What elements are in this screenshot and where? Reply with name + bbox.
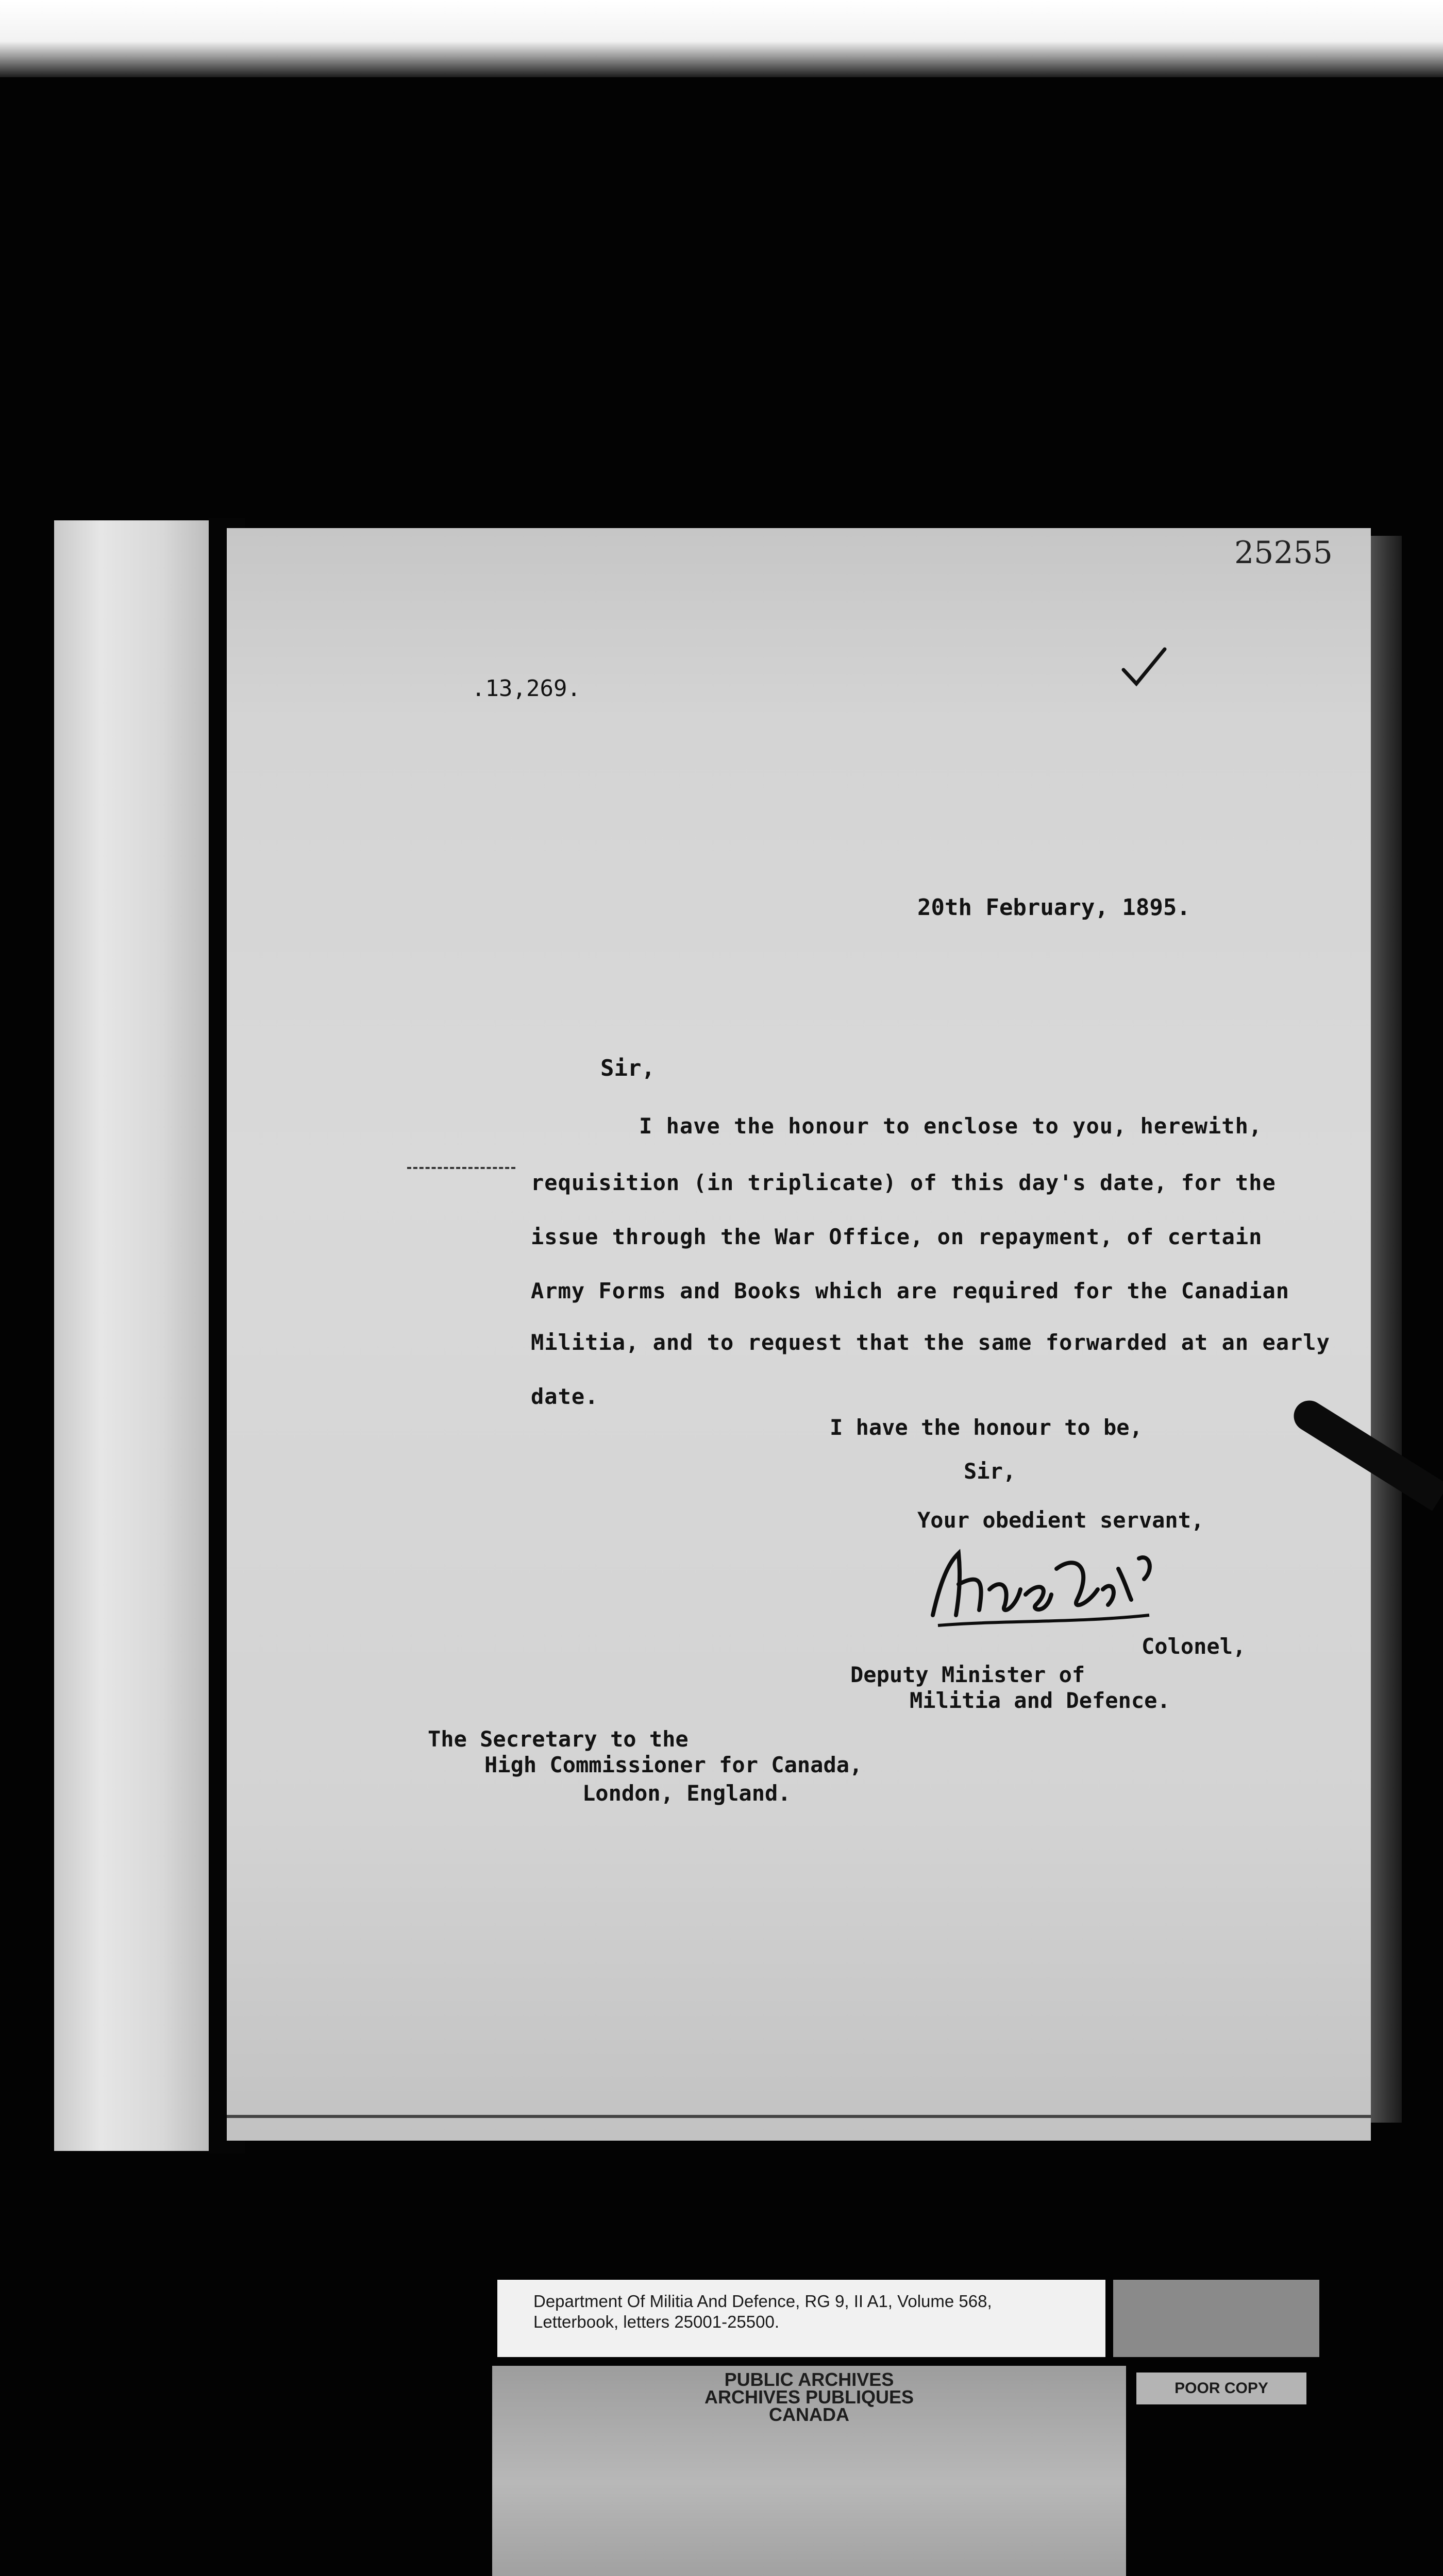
archive-stamp — [492, 2366, 1126, 2576]
closing-line-2: Sir, — [964, 1459, 1016, 1484]
addressee-line-2: High Commissioner for Canada, — [484, 1752, 863, 1777]
caption-side-block — [1113, 2280, 1319, 2357]
stamp-line-3: CANADA — [769, 2404, 849, 2425]
closing-line-1: I have the honour to be, — [830, 1415, 1143, 1440]
stamp-line-1: PUBLIC ARCHIVES — [724, 2369, 894, 2390]
addressee-line-3: London, England. — [582, 1781, 791, 1806]
body-line-1: I have the honour to enclose to you, herewith, — [639, 1113, 1263, 1139]
salutation: Sir, — [600, 1055, 655, 1081]
film-top-strip — [0, 0, 1443, 77]
body-line-3: issue through the War Office, on repayment, of certain — [531, 1224, 1263, 1249]
stamp-line-2: ARCHIVES PUBLIQUES — [704, 2386, 914, 2408]
archive-caption — [497, 2280, 1105, 2357]
signature-mark — [922, 1538, 1165, 1636]
page-bottom-line — [227, 2115, 1371, 2118]
margin-dash-mark — [407, 1167, 515, 1169]
checkmark-icon — [1121, 647, 1167, 688]
body-line-4: Army Forms and Books which are required for the Canadian — [531, 1278, 1290, 1303]
closing-title-2: Militia and Defence. — [910, 1688, 1170, 1713]
body-line-2: requisition (in triplicate) of this day's date, for the — [531, 1170, 1276, 1195]
addressee-line-1: The Secretary to the — [428, 1726, 689, 1752]
caption-line-1: Department Of Militia And Defence, RG 9, II A1, Volume 568, — [533, 2292, 992, 2311]
body-line-5: Militia, and to request that the same forwarded at an early — [531, 1330, 1330, 1355]
quality-label: POOR COPY — [1136, 2372, 1306, 2404]
left-adjacent-page — [54, 520, 209, 2151]
closing-line-3: Your obedient servant, — [917, 1507, 1204, 1533]
letter-page — [227, 528, 1371, 2141]
body-line-6: date. — [531, 1384, 599, 1409]
closing-rank: Colonel, — [1142, 1634, 1246, 1659]
reference-number: .13,269. — [472, 675, 581, 702]
page-number: 25255 — [1234, 535, 1333, 571]
caption-line-2: Letterbook, letters 25001-25500. — [533, 2312, 780, 2331]
letter-date: 20th February, 1895. — [917, 894, 1190, 921]
closing-title-1: Deputy Minister of — [850, 1662, 1085, 1687]
